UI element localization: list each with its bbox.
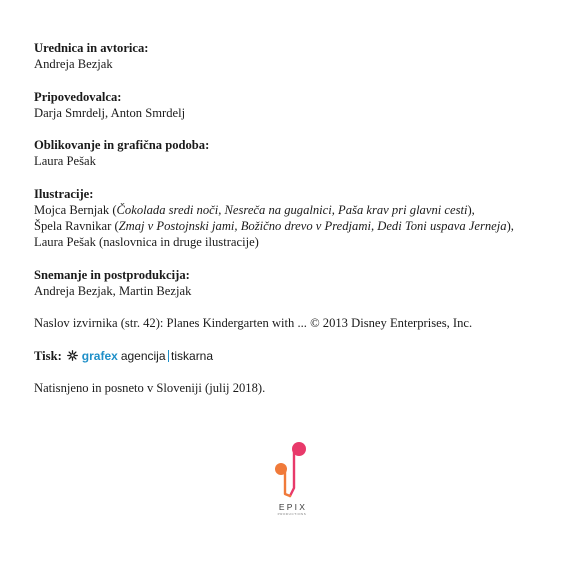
credit-editor-value: Andreja Bezjak — [34, 57, 113, 72]
credit-design-heading: Oblikovanje in grafična podoba: — [34, 138, 210, 153]
logo-subtext: PRODUCTIONS — [277, 512, 307, 516]
credits-page — [34, 40, 554, 413]
illustrator-line-2 — [34, 218, 554, 234]
original-title-note — [34, 315, 554, 331]
illustrator-2-end: ), — [506, 219, 514, 234]
credit-recording — [34, 267, 554, 299]
credit-editor — [34, 40, 554, 72]
credit-recording-value: Andreja Bezjak, Martin Bezjak — [34, 283, 192, 298]
illustrator-line-1 — [34, 202, 554, 218]
illustrator-2-name: Špela Ravnikar ( — [34, 219, 119, 234]
credit-design-value: Laura Pešak — [34, 154, 96, 169]
credit-narrators-value: Darja Smrdelj, Anton Smrdelj — [34, 105, 186, 120]
print-word-agencija: agencija — [120, 348, 166, 363]
credit-illustrations — [34, 186, 554, 251]
print-divider — [168, 350, 170, 362]
printed-in-text: Natisnjeno in posneto v Sloveniji (julij 2018). — [34, 381, 266, 396]
credit-design — [34, 137, 554, 169]
illustrator-line-3: Laura Pešak (naslovnica in druge ilustracije) — [34, 235, 259, 250]
epix-logo — [266, 438, 318, 528]
printed-in-note — [34, 380, 554, 396]
illustrator-1-end: ), — [467, 202, 475, 217]
illustrator-1-titles: Čokolada sredi noči, Nesreča na gugalnici, Paša krav pri glavni cesti — [116, 202, 468, 217]
credit-illustrations-heading: Ilustracije: — [34, 186, 94, 201]
print-credit — [34, 348, 554, 364]
credit-editor-heading: Urednica in avtorica: — [34, 41, 149, 55]
original-title-text: Naslov izvirnika (str. 42): Planes Kindergarten with ... © 2013 Disney Enterprises, Inc. — [34, 316, 473, 331]
print-label: Tisk: — [34, 348, 62, 363]
credit-narrators — [34, 89, 554, 121]
print-brand-name: grafex — [81, 348, 118, 363]
print-word-tiskarna: tiskarna — [171, 348, 214, 363]
logo-wordmark: EPIX — [278, 502, 308, 512]
credit-recording-heading: Snemanje in postprodukcija: — [34, 267, 190, 282]
grafex-gear-icon — [67, 350, 78, 361]
music-note-icon — [272, 438, 312, 500]
illustrator-2-titles: Zmaj v Postojnski jami, Božično drevo v Predjami, Dedi Toni uspava Jerneja — [118, 219, 507, 234]
illustrator-1-name: Mojca Bernjak ( — [34, 202, 117, 217]
credit-narrators-heading: Pripovedovalca: — [34, 89, 122, 104]
